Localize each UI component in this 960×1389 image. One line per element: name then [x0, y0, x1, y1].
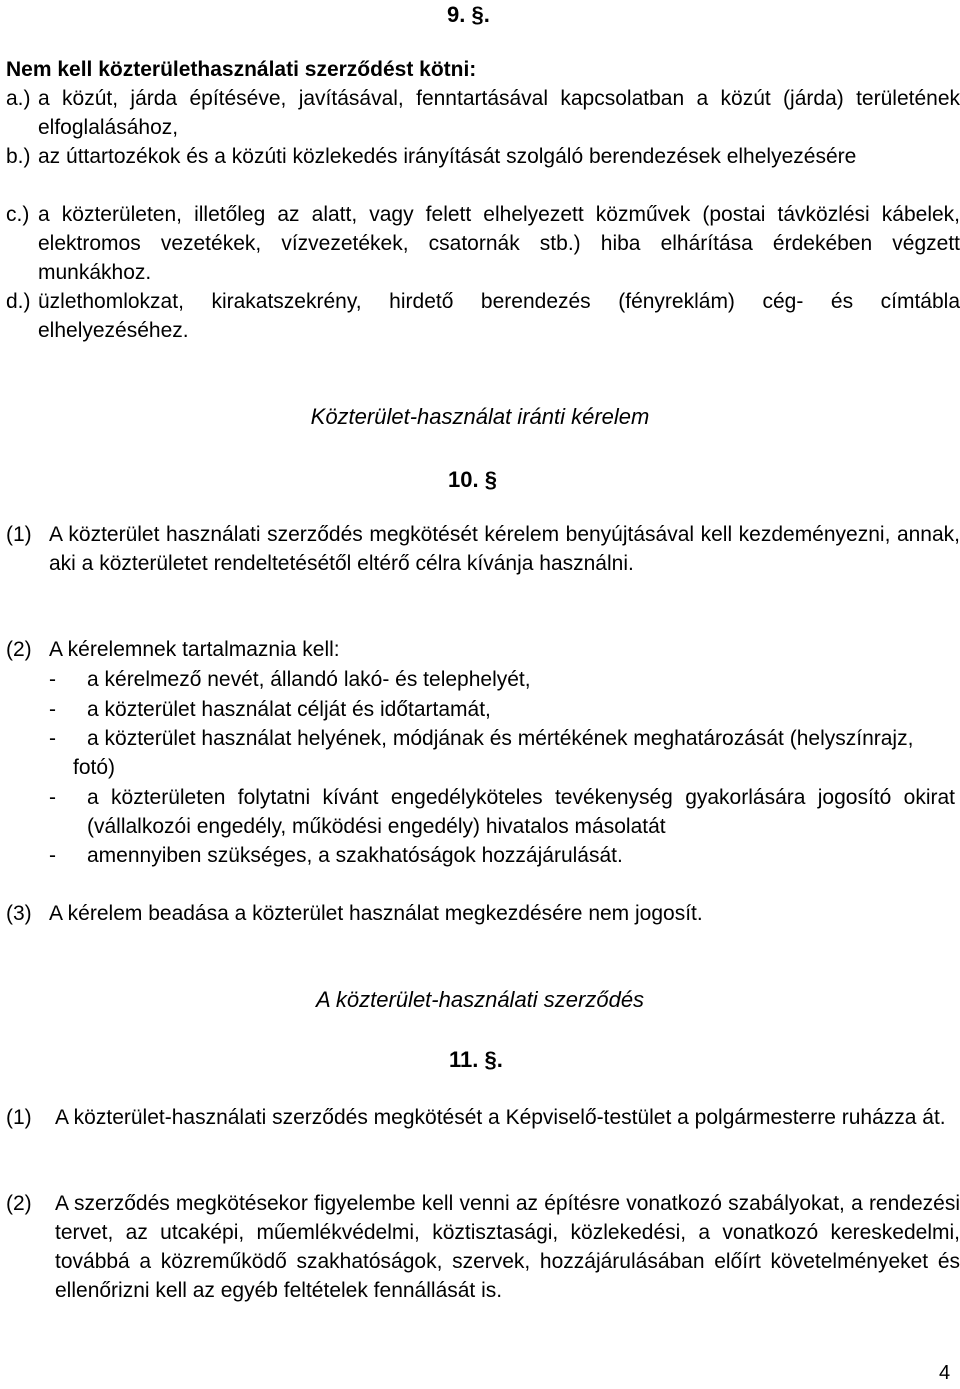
item-text: a közút, járda építéséve, javításával, fenntartásával kapcsolatban a közút (járda) területének elfoglalásához, — [38, 87, 960, 139]
section-11-title: A közterület-használati szerződés — [315, 987, 645, 1012]
item-label: c.) — [6, 203, 30, 226]
paragraph-text: A közterület-használati szerződés megkötését a Képviselő-testület a polgármesterre ruházza át. — [55, 1106, 946, 1129]
dash-bullet: - — [49, 668, 56, 691]
paragraph-text: A kérelemnek tartalmaznia kell: — [49, 638, 340, 661]
list-item-text: a közterület használat helyének, módjának és mértékének meghatározását (helyszínrajz, fotó) — [73, 727, 914, 779]
page-number: 4 — [939, 1362, 951, 1384]
item-text: az úttartozékok és a közúti közlekedés irányítását szolgáló berendezések elhelyezésére — [38, 145, 857, 168]
item-text: a közterületen, illetőleg az alatt, vagy felett elhelyezett közművek (postai távközlési kábelek, elektromos vezetékek, vízvezetékek, csatornák stb.) hiba elhárítása érdekében végzett munkákhoz. — [38, 203, 960, 284]
section-10-title: Közterület-használat iránti kérelem — [310, 404, 650, 429]
section-9-number: 9. §. — [447, 2, 490, 27]
item-label: a.) — [6, 87, 31, 110]
item-text: üzlethomlokzat, kirakatszekrény, hirdető berendezés (fényreklám) cég- és címtábla elhelyezéséhez. — [38, 290, 960, 342]
section-11-number: 11. §. — [449, 1047, 503, 1072]
item-label: b.) — [6, 145, 31, 168]
paragraph-label: (1) — [6, 1106, 32, 1129]
paragraph-label: (1) — [6, 523, 32, 546]
paragraph-label: (2) — [6, 638, 32, 661]
list-item-text: amennyiben szükséges, a szakhatóságok hozzájárulását. — [87, 844, 623, 867]
item-label: d.) — [6, 290, 31, 313]
paragraph-label: (2) — [6, 1192, 32, 1215]
list-item-text: a közterületen folytatni kívánt engedélyköteles tevékenység gyakorlására jogosító okirat (vállalkozói engedély, működési engedély) hivatalos másolatát — [87, 786, 955, 838]
paragraph-text: A kérelem beadása a közterület használat megkezdésére nem jogosít. — [49, 902, 703, 925]
paragraph-text: A szerződés megkötésekor figyelembe kell venni az építésre vonatkozó szabályokat, a rendezési tervet, az utcaképi, műemlékvédelmi, köztisztasági, közlekedési, a vonatkozó kereskedelmi, továbbá a közreműködő szakhatóságok, szervek, hozzájárulásában előírt követelményeket és ellenőrizni kell az egyéb feltételek fennállását is. — [55, 1192, 960, 1302]
dash-bullet: - — [49, 698, 56, 721]
paragraph-label: (3) — [6, 902, 32, 925]
dash-bullet: - — [49, 786, 56, 809]
list-item-text: a közterület használat célját és időtartamát, — [87, 698, 491, 721]
section-10-number: 10. § — [448, 467, 497, 492]
dash-bullet: - — [49, 844, 56, 867]
dash-bullet: - — [49, 727, 56, 750]
list-item-text: a kérelmező nevét, állandó lakó- és telephelyét, — [87, 668, 531, 691]
paragraph-text: A közterület használati szerződés megkötését kérelem benyújtásával kell kezdeményezni, annak, aki a közterületet rendeltetésétől eltérő célra kívánja használni. — [49, 523, 960, 575]
section-9-heading: Nem kell közterülethasználati szerződést kötni: — [6, 58, 477, 81]
